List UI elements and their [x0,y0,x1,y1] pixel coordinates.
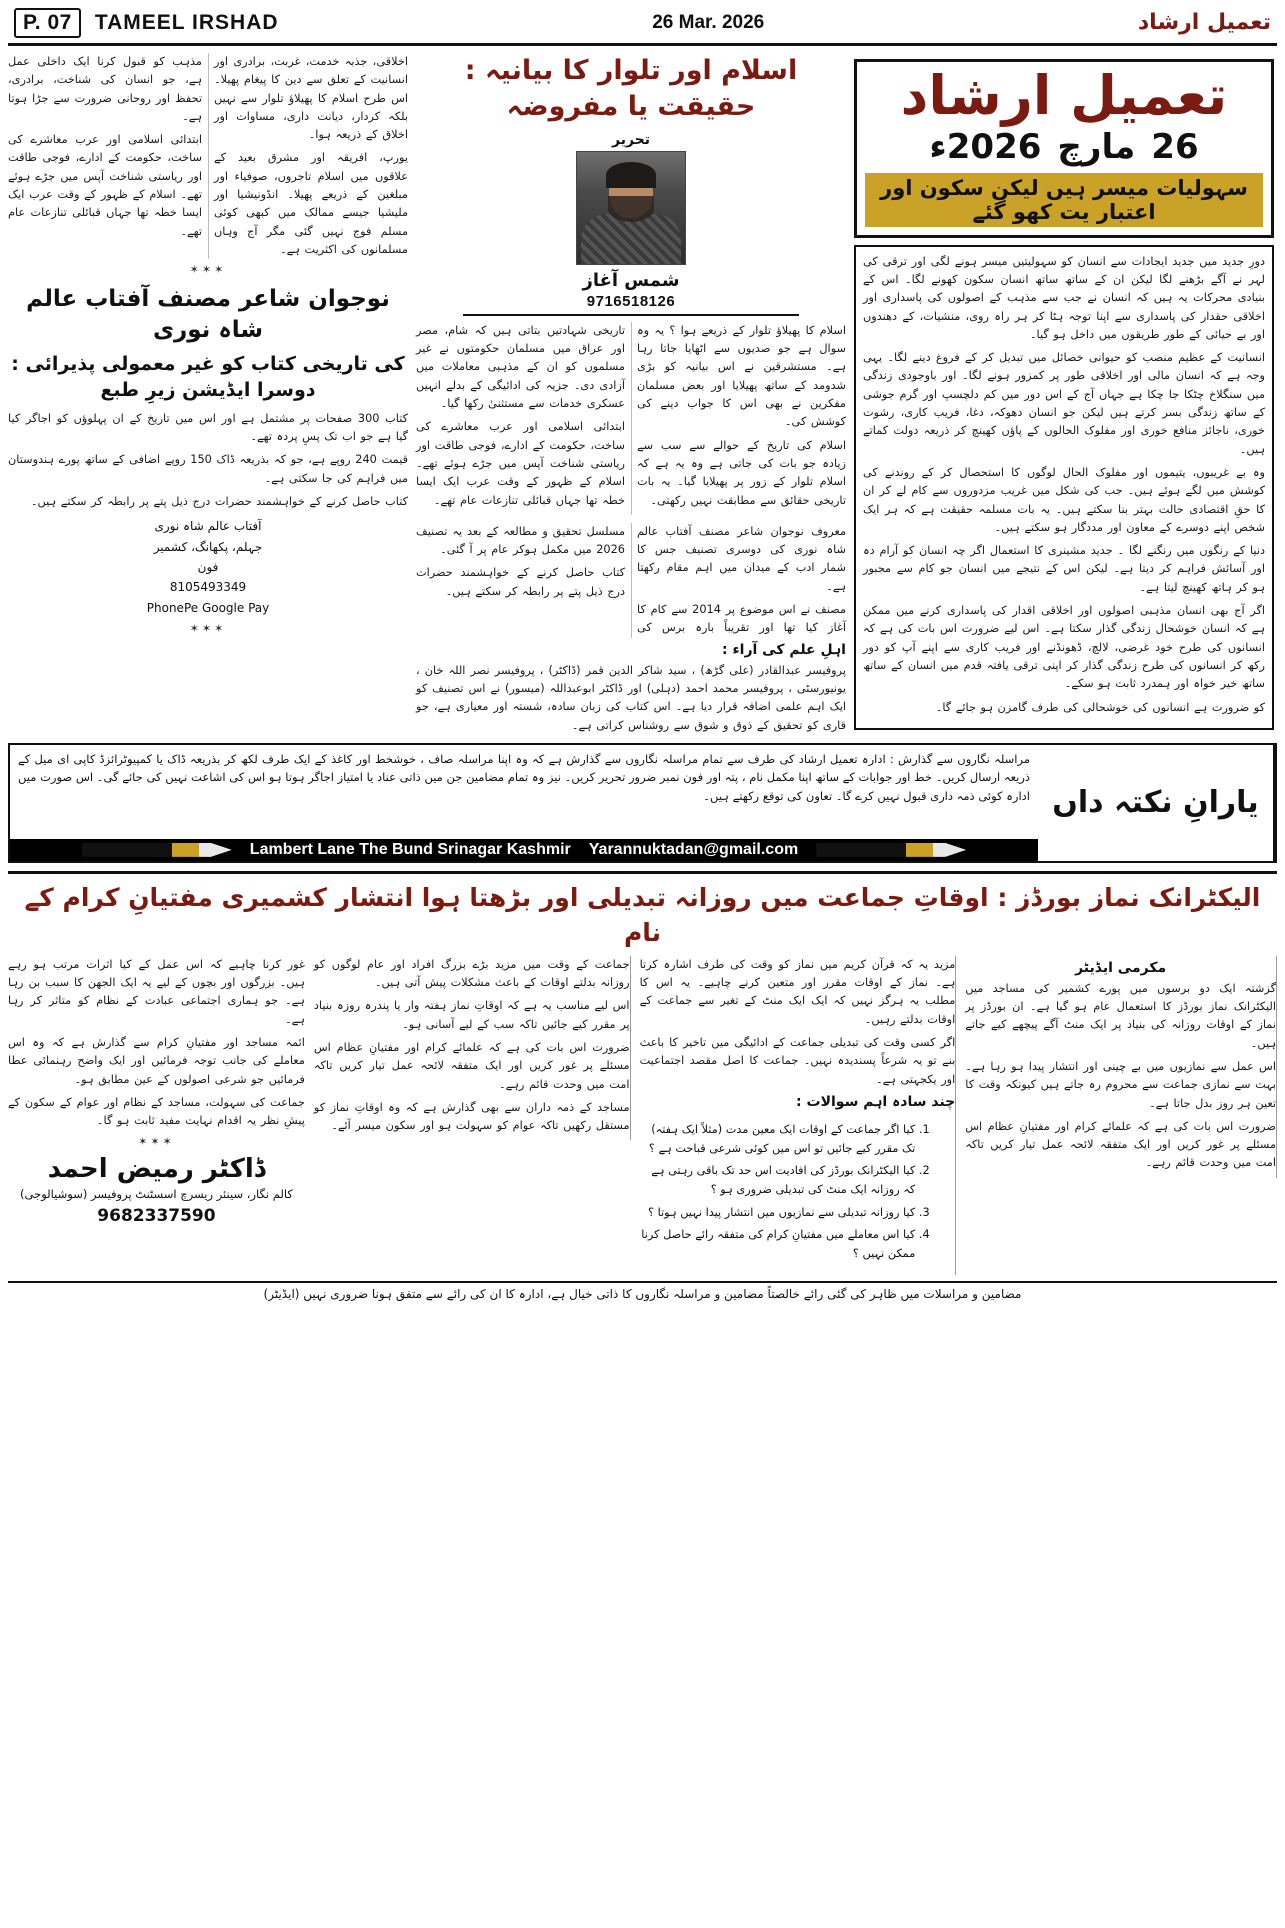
bottom-author-description: کالم نگار، سینئر ریسرچ اسسٹنٹ پروفیسر (سوشیالوجی) [20,1187,293,1202]
yaran-nukta-daan-banner [8,743,1277,863]
banner-logo: یارانِ نکتہ داں [1038,745,1275,861]
bottom-column-3 [314,956,631,1141]
article2-paragraph: تاریخی شہادتیں بتاتی ہیں کہ شام، مصر اور عراق میں مسلمان حکومتوں نے غیر مسلموں کو ان کے مذہبی معاملات میں آزادی دی۔ جزیہ کی ادائیگی کے بدلے انہیں عسکری خدمات سے مستثنیٰ رکھا گیا۔ [416,323,625,411]
masthead-logo-small: تعمیل ارشاد [1137,10,1271,35]
lead-paragraph: اگر آج بھی انسان مذہبی اصولوں اور اخلاقی اقدار کی پاسداری کرنے میں ممکن ہے کہ انسان خوشحال زندگی گذار سکتا ہے۔ اس لیے ضرورت اس بات کی ہے کہ انسانوں کی طرح خود غرضی، لالچ، ڈھونڈنے اور فریب کاری سے اپنے آپ کو دور رکھ کر انسانوں کی طرح زندگی گذار کر اپنی ترقی یافتہ قدم میں انسان کے ساتھ ساتھ خیر خواہ اور ہمدرد ثابت ہو سکے۔ [863,604,1265,691]
column-left [8,53,408,639]
banner-contact-strip [10,839,1038,861]
byline-rule [463,314,798,316]
topbar-left-group [14,8,279,38]
column-right [854,53,1274,730]
contact-phone: 8105493349 [169,580,247,595]
masthead-date-row [929,127,1198,167]
contact-payment: PhonePe Google Pay [146,600,270,615]
bottom-col1-text [965,980,1276,1173]
bottom-paragraph: اس لیے مناسب یہ ہے کہ اوقاتِ نماز ہفتہ وار یا پندرہ روزہ بنیاد پر مقرر کیے جائیں تاکہ سب کے لیے آسانی ہو۔ [313,999,630,1031]
article2-text-left [8,53,408,259]
bottom-grid [8,956,1277,1275]
masthead-title: تعمیل ارشاد [900,64,1228,127]
author-photo-hair [606,162,656,188]
article3-paragraph: قیمت 240 روپے ہے، جو کہ بذریعہ ڈاک 150 روپے اضافی کے ساتھ پورے ہندوستان میں فراہم کی جا سکتی ہے۔ [8,453,408,485]
lead-article-box [854,245,1274,730]
article3-headline-line2: کی تاریخی کتاب کو غیر معمولی پذیرائی : دوسرا ایڈیشن زیرِ طبع [11,353,405,401]
article2-paragraph: ابتدائی اسلامی اور عرب معاشرے کی ساخت، حکومت کے ادارے، فوجی طاقت اور ریاستی شناخت آپس میں جڑے ہوئے تھے۔ اسلام کے ظہور کے وقت عرب ایک ایسا خطہ تھا جہاں قبائلی تنازعات عام تھے۔ [8,133,202,238]
question-item: 4. کیا اس معاملے میں مفتیانِ کرام کی متفقہ رائے حاصل کرنا ممکن نہیں ؟ [640,1226,916,1263]
bottom-column-2 [640,956,957,1275]
bottom-col3-text [314,956,630,1136]
masthead-year: 2026ء [929,126,1042,167]
issue-date-english: 26 Mar. 2026 [652,11,765,33]
paper-name-english: TAMEEL IRSHAD [94,10,279,34]
article2-paragraph: اخلاقی، جذبہ خدمت، غربت، برادری اور انسانیت کے تعلق سے دین کا پیغام پھیلا۔ اس طرح اسلام کا پھیلاؤ تلوار سے نہیں بلکہ کردار، دیانت داری، مساوات اور اخلاق کے ذریعہ ہوا۔ [214,55,408,142]
bottom-article-headline: الیکٹرانک نماز بورڈز : اوقاتِ جماعت میں روزانہ تبدیلی اور بڑھتا ہوا انتشار کشمیری مفتیانِ کرام کے نام [24,882,1261,947]
masthead-day: 26 [1151,126,1199,167]
lead-paragraph: کو ضرورت ہے انسانوں کی خوشحالی کی طرف گامزن ہو جائے گا۔ [935,700,1265,714]
article2-paragraph: مذہب کو قبول کرنا ایک داخلی عمل ہے، جو انسان کی شناخت، برادری، تحفظ اور روحانی ضرورت سے جڑا ہوتا ہے۔ [8,55,202,123]
bottom-section [8,871,1277,1301]
bottom-paragraph: اس عمل سے نمازیوں میں بے چینی اور انتشار پیدا ہو رہا ہے۔ بہت سے نمازی جماعت سے محروم رہ جاتے ہیں کیونکہ وقت کا تعین ہر روز بدل جاتا ہے۔ [965,1060,1276,1110]
bottom-paragraph: گزشتہ ایک دو برسوں میں پورے کشمیر کی مساجد میں الیکٹرانک نماز بورڈز کا استعمال عام ہو گیا ہے۔ ان بورڈز پر نماز کے اوقات روزانہ کی بنیاد پر ایک منٹ آگے پیچھے کیے جاتے ہیں۔ [965,981,1276,1050]
section-divider-stars: ✶✶✶ [189,623,227,636]
bottom-paragraph: اگر کسی وقت کی تبدیلی جماعت کے ادائیگی میں تاخیر کا باعث بنے تو یہ شرعاً پسندیدہ نہیں۔ جماعت کا اصل مقصد اجتماعیت اور یکجہتی ہے۔ [639,1036,956,1086]
article3-paragraph: کتاب 300 صفحات پر مشتمل ہے اور اس میں تاریخ کے ان پہلوؤں کو اجاگر کیا گیا ہے جو اب تک پسِ پردہ تھے۔ [8,411,408,443]
lead-paragraph: وہ بے غریبوں، یتیموں اور مفلوک الحال لوگوں کا استحصال کر کے روندنے کی کوشش میں لگے ہوئے ہیں۔ جب کی شکل میں غریب مزدوروں سے کام لے کر ان کا حقِ اقتصادی حالت بہتر بنا سکتے ہیں۔ یہ بات مسلمہ حقیقت ہے کہ ہر ایک شخص اپنے دوسرے کے معاون اور مددگار ہو سکتے ہیں۔ [863,465,1265,534]
article3-headline-line1: نوجوان شاعر مصنف آفتاب عالم شاہ نوری [26,286,390,344]
article2-paragraph: ابتدائی اسلامی اور عرب معاشرے کی ساخت، حکومت کے ادارے، فوجی طاقت اور ریاستی شناخت آپس میں جڑے ہوئے تھے۔ اسلام کے ظہور کے وقت عرب ایک ایسا خطہ تھا جہاں قبائلی تنازعات عام تھے۔ [416,420,625,507]
article3-block [8,284,408,635]
bottom-paragraph: ائمہ مساجد اور مفتیانِ کرام سے گذارش ہے کہ وہ اس معاملے کی جانب توجہ فرمائیں اور ایک واضح رہنمائی عطا فرمائیں جو شرعی اصولوں کے عین مطابق ہو۔ [8,1036,305,1086]
banner-email[interactable]: Yarannuktadan@gmail.com [588,840,799,858]
article3-text-left [8,410,408,511]
bottom-paragraph: جماعت کے وقت میں مزید بڑے بزرگ افراد اور عام لوگوں کو روزانہ بدلتے اوقات کے باعث مشکلات پیش آتی ہیں۔ [313,957,630,990]
section-divider-stars: ✶✶✶ [138,1136,175,1149]
article3-text-mid-block [416,523,846,735]
contact-name: آفتاب عالم شاہ نوری [154,519,262,534]
article2-text-mid [416,322,846,515]
column-middle [416,53,846,735]
main-content-grid [8,53,1277,735]
bottom-left-text [8,956,305,1131]
article2-headline: اسلام اور تلوار کا بیانیہ : حقیقت یا مفروضہ [464,55,798,123]
question-item: 2. کیا الیکٹرانک بورڈز کی افادیت اس حد تک باقی رہتی ہے کہ روزانہ ایک منٹ کی تبدیلی ضروری ہو ؟ [640,1162,916,1199]
contact-place: جہلم، پکھانگ، کشمیر [153,539,263,554]
article2-paragraph: اسلام کی تاریخ کے حوالے سے سب سے زیادہ جو بات کی جاتی ہے وہ یہ ہے کہ اسلام تلوار کے زور پر پھیلایا گیا۔ یہ بات تاریخی حقائق سے مطابقت نہیں رکھتی۔ [637,438,846,507]
author-photo-beard [608,196,654,222]
article3-paragraph: کتاب حاصل کرنے کے خواہشمند حضرات درج ذیل پتے پر رابطہ کر سکتے ہیں۔ [416,566,625,598]
lead-paragraph: انسانیت کے عظیم منصب کو حیوانی خصائل میں تبدیل کر کے فروغ دینے لگا۔ یہی وجہ ہے کہ انسان مالی اور اخلاقی طور پر کمزور ہونے لگا۔ اور باوجودی زندگی میں سنگلاخ چٹکا جا چکا ہے جہاں آج کے اس دور میں کم دلچسپ اور گرم جوشی کے ساتھ زندگی بسر کرتے ہیں لیکن جو انسان دھوکہ، دغا، فریب کاری، رشوت خوری، ناجائز منافع خوری اور مفلوک الحالوں کے پاؤں کھینچ کر ذریعہ دولت کماتے ہیں۔ [863,351,1265,456]
editor-label: مکرمی ایڈیٹر [1075,959,1167,976]
bottom-author-phone: 9682337590 [97,1205,216,1226]
article3-paragraph: کتاب حاصل کرنے کے خواہشمند حضرات درج ذیل پتے پر رابطہ کر سکتے ہیں۔ [30,494,408,508]
article3-contact-block [8,516,408,618]
bottom-col2-text [640,956,956,1089]
author-phone: 9716518126 [586,292,676,310]
contact-phone-label: فون [197,559,219,574]
section-divider-stars: ✶✶✶ [189,264,227,277]
article3-paragraph: مصنف نے اس موضوع پر 2014 سے کام کا آغاز کیا تھا اور تقریباً بارہ برس کی مسلسل تحقیق و مطالعہ کے بعد یہ تصنیف 2026 میں مکمل ہوکر عام پر آ گئی۔ [416,524,846,635]
article2-paragraph: اسلام کا پھیلاؤ تلوار کے ذریعے ہوا ؟ یہ وہ سوال ہے جو صدیوں سے اٹھایا جاتا رہا ہے۔ مستشرقین نے اس بیانیہ کو بڑی شدومد کے ساتھ پھیلایا اور بعض مسلمان مفکرین نے بھی اس کا جواب دینے کی کوشش کی۔ [637,323,846,429]
questions-heading: چند سادہ اہم سوالات : [796,1093,956,1110]
bottom-column-4 [8,956,305,1226]
banner-notice-text: مراسلہ نگاروں سے گذارش : ادارہ تعمیل ارشاد کی طرف سے تمام مراسلہ نگاروں سے گذارش ہے کہ وہ اپنا مراسلہ صاف ، خوشخط اور کاغذ کے ایک طرف لکھ کر بذریعہ ڈاک یا کمپیوٹرائزڈ کاپی ای میل کے ذریعہ ارسال کریں۔ خط اور جوابات کے ساتھ اپنا مکمل نام ، پتہ اور فون نمبر ضرور تحریر کریں۔ نیز وہ تمام مضامین جن میں ذاتی عناد یا امتیاز اجاگر ہوتا ہو اس کی اشاعت نہیں کی جائے گی۔ اس صورت میں ادارہ کوئی ذمہ داری قبول نہیں کرے گا۔ تعاون کی توقع رکھتے ہیں۔ [18,751,1030,803]
bottom-paragraph: جماعت کی سہولت، مساجد کے نظام اور عوام کے سکون کے پیشِ نظر یہ اقدام نہایت مفید ثابت ہو گا۔ [8,1095,305,1128]
bottom-column-1 [965,956,1277,1178]
byline-label: تحریر [611,131,651,148]
article3-paragraph: معروف نوجوان شاعر مصنف آفتاب عالم شاہ نوری کی دوسری تصنیف جس کا شمار ادب کے میدان میں اہم مقام رکھتا ہے۔ [637,524,846,593]
page-number: P. 07 [14,8,81,38]
bottom-author-name: ڈاکٹر رمیض احمد [47,1154,266,1185]
pen-icon [816,843,966,857]
footer-disclaimer: مضامین و مراسلات میں ظاہر کی گئی رائے خالصتاً مضامین و مراسلہ نگاروں کا ذاتی خیال ہے، ادارہ کا ان کی رائے سے متفق ہونا ضروری نہیں (ایڈیٹر) [8,1281,1277,1301]
bottom-paragraph: ضرورت اس بات کی ہے کہ علمائے کرام اور مفتیانِ عظام اس مسئلے پر غور کریں اور ایک متفقہ لائحہ عمل تیار کریں تاکہ امت میں وحدت قائم رہے۔ [965,1119,1276,1170]
article3-text-mid [416,523,846,638]
masthead-tagline: سہولیات میسر ہیں لیکن سکون اور اعتبار یت کھو گئے [865,173,1263,227]
masthead [854,59,1274,238]
expert-opinions-text: پروفیسر عبدالقادر (علی گڑھ) ، سید شاکر الدین قمر (ڈاکٹر) ، پروفیسر نصر اللہ خان ، یونیورسٹی ، پروفیسر محمد احمد (دہلی) اور ڈاکٹر ابوعبداللہ (میسور) نے اس تصنیف کو ایک اہم علمی اضافہ قرار دیا ہے۔ اس کتاب کی زبان سادہ، شستہ اور معیاری ہے، جو قاری کو تحقیق کے ذوق و شوق سے روشناس کراتی ہے۔ [416,663,846,732]
author-name: شمس آغاز [582,269,680,291]
lead-paragraph: دنیا کے رنگوں میں رنگنے لگا ۔ جدید مشینری کا استعمال اگر چہ انسان کو آرام دہ اور آسائش فراہم کر دیتا ہے۔ لیکن اس کے نتیجے میں انسان جو کام سے مجبور ہو کر ہاتھ کھینچ لیتا ہے۔ [863,544,1265,594]
article2-paragraph: یورپ، افریقہ اور مشرق بعید کے علاقوں میں اسلام تاجروں، صوفیاء اور مبلغین کے ذریعے پھیلا۔ انڈونیشیا اور ملیشیا جیسے ممالک میں کبھی کوئی مسلم فوج نہیں گئی مگر آج وہاں مسلمانوں کی اکثریت ہے۔ [214,151,408,256]
page-topbar [8,6,1277,46]
bottom-author-block [8,1154,305,1225]
question-item: 1. کیا اگر جماعت کے اوقات ایک معین مدت (مثلاً ایک ہفتہ) تک مقرر کیے جائیں تو اس میں کوئی شرعی قباحت ہے ؟ [640,1121,916,1158]
expert-opinions-heading: اہلِ علم کی آراء : [722,641,846,658]
article2-byline [416,132,846,316]
masthead-month: مارچ [1057,126,1136,167]
lead-paragraph: دورِ جدید میں جدید ایجادات سے انسان کو سہولیتیں میسر ہونے لگی اور ترقی کی لہر نے آگے بڑھنے لگا لیکن ان کے ساتھ ساتھ انسان سکون کھونے لگا۔ اس کے بنیادی محرکات یہ ہیں کہ انسان نے جب سے مذہب کے اصولوں کی پاسداری اور اخلاقی حقدار کی پاسداری سے اپنا توجہ ہٹا کر ہر راہ روی، منشیات، کے دھندوں اور بے حیائی کے طور طریقوں میں داخل ہو گیا۔ [863,254,1265,341]
author-photo [576,151,686,265]
bottom-paragraph: مزید یہ کہ قرآن کریم میں نماز کو وقت کی طرف اشارہ کرتا ہے۔ نماز کے اوقات مقرر اور متعین کرنے چاہیے۔ یہ اس کا مطلب یہ ہرگز نہیں کہ ایک ایک منٹ کے تغیر سے جماعت کے اوقات بدلتے رہیں۔ [639,957,956,1026]
questions-list [640,1121,956,1263]
banner-left-group [10,745,1038,861]
bottom-paragraph: غور کرنا چاہیے کہ اس عمل کے کیا اثرات مرتب ہو رہے ہیں۔ بزرگوں اور بچوں کے لیے یہ ایک الجھن کا سبب بن رہا ہے۔ جو ہماری اجتماعی عبادت کے نظام کو متاثر کر رہا ہے۔ [8,957,305,1026]
question-item: 3. کیا روزانہ تبدیلی سے نمازیوں میں انتشار پیدا نہیں ہوتا ؟ [640,1204,916,1223]
bottom-paragraph: ضرورت اس بات کی ہے کہ علمائے کرام اور مفتیانِ عظام اس مسئلے پر غور کریں اور ایک متفقہ لائحہ عمل تیار کریں تاکہ امت میں وحدت قائم رہے۔ [313,1041,630,1091]
banner-address: Lambert Lane The Bund Srinagar Kashmir [249,840,571,858]
pen-icon [82,843,232,857]
lead-article-text [863,253,1265,717]
bottom-paragraph: مساجد کے ذمہ داران سے بھی گذارش ہے کہ وہ اوقاتِ نماز کو مستقل رکھیں تاکہ عوام کو سہولت ہو اور سکون میسر آئے۔ [313,1100,630,1133]
